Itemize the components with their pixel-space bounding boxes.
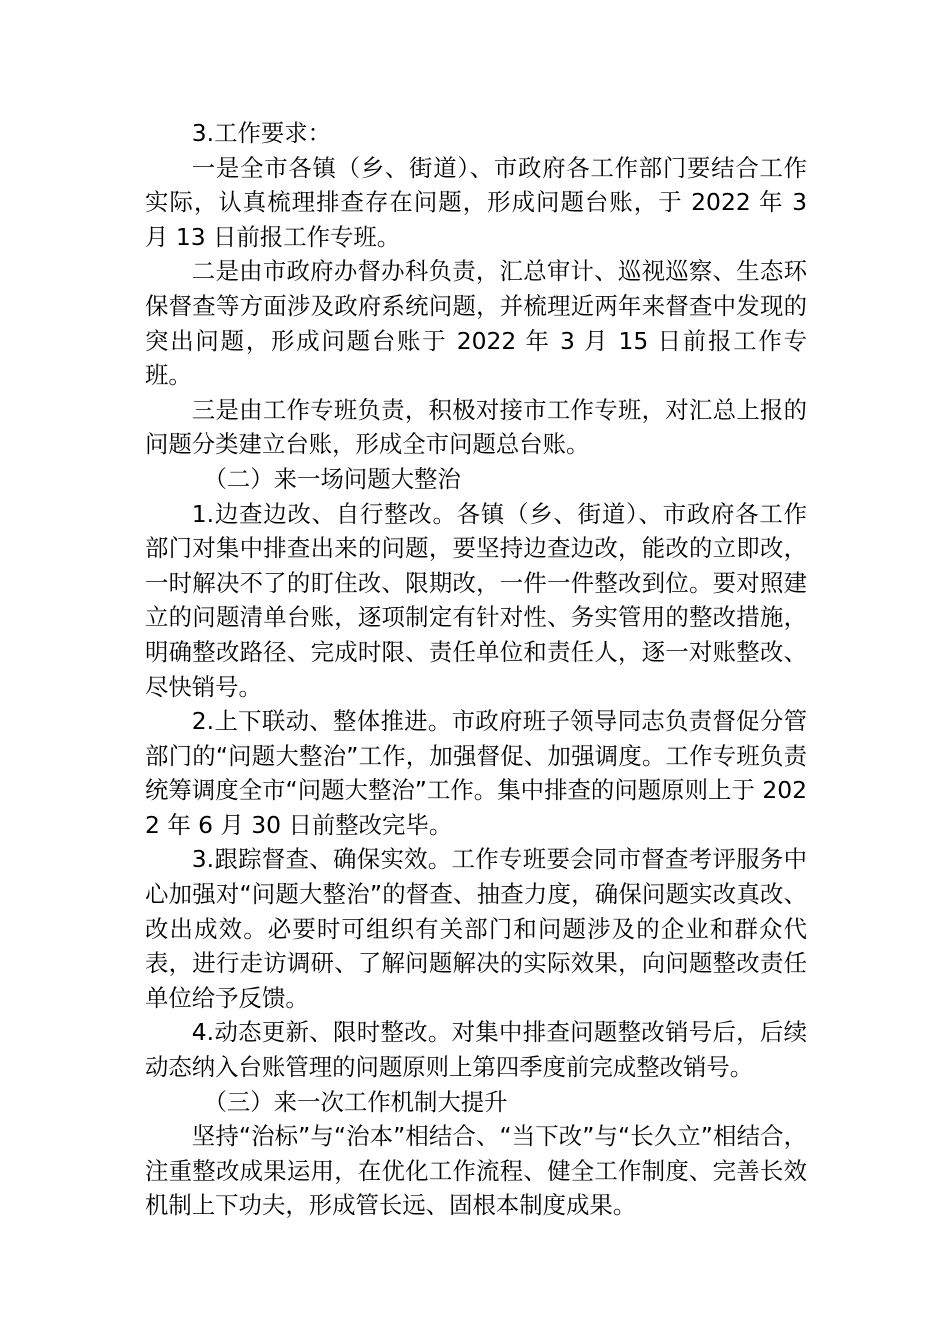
paragraph-third-requirement: 三是由工作专班负责，积极对接市工作专班，对汇总上报的问题分类建立台账，形成全市问题总台账。 (145, 395, 807, 459)
section-heading-2: （二）来一场问题大整治 (203, 464, 461, 493)
paragraph-item-1: 1.边查边改、自行整改。各镇（乡、街道）、市政府各工作部门对集中排查出来的问题，要坚持边查边改，能改的立即改，一时解决不了的盯住改、限期改，一件一件整改到位。要对照建立的问题清单台账，逐项制定有针对性、务实管用的整改措施，明确整改路径、完成时限、责任单位和责任人，逐一对账整改、尽快销号。 (145, 499, 807, 701)
document-page (145, 116, 807, 1223)
paragraph-second-requirement: 二是由市政府办督办科负责，汇总审计、巡视巡察、生态环保督查等方面涉及政府系统问题，并梳理近两年来督查中发现的突出问题，形成问题台账于 2022 年 3 月 15 日前报工作专班。 (145, 257, 807, 390)
paragraph-item-4: 4.动态更新、限时整改。对集中排查问题整改销号后，后续动态纳入台账管理的问题原则上第四季度前完成整改销号。 (145, 1018, 807, 1082)
section-heading-3: （三）来一次工作机制大提升 (203, 1087, 508, 1116)
paragraph-item-2: 2.上下联动、整体推进。市政府班子领导同志负责督促分管部门的“问题大整治”工作，加强督促、加强调度。工作专班负责统筹调度全市“问题大整治”工作。集中排查的问题原则上于 2022 年 6 月 30 日前整改完毕。 (145, 707, 807, 839)
work-requirements-heading: 3.工作要求： (191, 119, 332, 147)
paragraph-item-3: 3.跟踪督查、确保实效。工作专班要会同市督查考评服务中心加强对“问题大整治”的督查、抽查力度，确保问题实改真改、改出成效。必要时可组织有关部门和问题涉及的企业和群众代表，进行走访调研、了解问题解决的实际效果，向问题整改责任单位给予反馈。 (145, 845, 807, 1012)
paragraph-mechanism: 坚持“治标”与“治本”相结合、“当下改”与“长久立”相结合，注重整改成果运用，在优化工作流程、健全工作制度、完善长效机制上下功夫，形成管长远、固根本制度成果。 (145, 1122, 807, 1220)
paragraph-first-requirement: 一是全市各镇（乡、街道）、市政府各工作部门要结合工作实际，认真梳理排查存在问题，形成问题台账，于 2022 年 3 月 13 日前报工作专班。 (145, 153, 807, 251)
